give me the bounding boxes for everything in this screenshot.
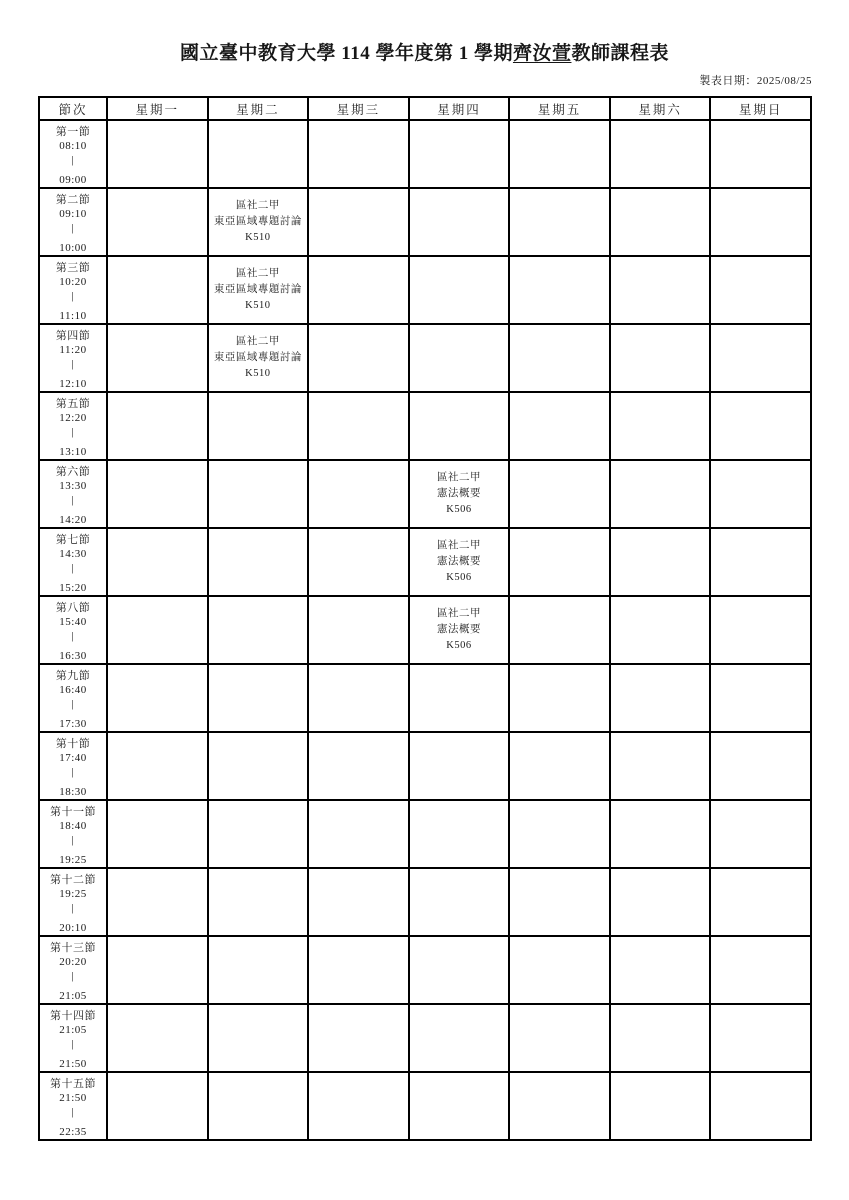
- timetable-row: [39, 460, 811, 528]
- timetable-cell: [409, 120, 510, 188]
- period-label: 第八節: [55, 602, 91, 614]
- timetable-cell: [409, 1072, 510, 1140]
- period-label: 第十三節: [50, 942, 96, 954]
- course-title: 東亞區域專題討論: [213, 352, 302, 363]
- timetable-cell: [710, 120, 811, 188]
- timetable-cell: [308, 188, 409, 256]
- timetable-cell: [509, 256, 610, 324]
- timetable-cell: [308, 256, 409, 324]
- header-day-6: 星期六: [610, 97, 711, 120]
- timetable-cell: [308, 1004, 409, 1072]
- period-cell: [39, 936, 107, 1004]
- timetable-cell: [107, 120, 208, 188]
- timetable-cell: [710, 1004, 811, 1072]
- header-day-5: 星期五: [509, 97, 610, 120]
- timetable-cell: [610, 256, 711, 324]
- course-entry: [410, 470, 509, 518]
- timetable-row: [39, 1004, 811, 1072]
- course-entry: [209, 334, 308, 382]
- timetable-cell: [710, 596, 811, 664]
- timetable-cell: [107, 256, 208, 324]
- time-separator: |: [71, 494, 75, 506]
- timetable-cell: [610, 1072, 711, 1140]
- course-room: K510: [245, 300, 271, 311]
- period-end-time: 14:20: [59, 514, 87, 526]
- period-end-time: 15:20: [59, 582, 87, 594]
- timetable-cell: [208, 188, 309, 256]
- timetable-cell: [610, 188, 711, 256]
- timetable-cell: [308, 800, 409, 868]
- timetable-cell: [308, 868, 409, 936]
- timetable-cell: [710, 936, 811, 1004]
- timetable-cell: [107, 596, 208, 664]
- timetable-cell: [710, 256, 811, 324]
- time-separator: |: [71, 1038, 75, 1050]
- timetable-cell: [509, 732, 610, 800]
- timetable-cell: [208, 800, 309, 868]
- period-cell: [39, 120, 107, 188]
- timetable-cell: [710, 528, 811, 596]
- timetable-row: [39, 528, 811, 596]
- timetable: [38, 96, 812, 1141]
- period-end-time: 16:30: [59, 650, 87, 662]
- period-cell: [39, 1004, 107, 1072]
- timetable-cell: [409, 1004, 510, 1072]
- timetable-cell: [409, 392, 510, 460]
- timetable-cell: [509, 188, 610, 256]
- header-day-1: 星期一: [107, 97, 208, 120]
- timetable-cell: [308, 732, 409, 800]
- timetable-cell: [409, 664, 510, 732]
- timetable-cell: [509, 324, 610, 392]
- timetable-cell: [610, 1004, 711, 1072]
- timetable-cell: [208, 324, 309, 392]
- period-label: 第十節: [55, 738, 91, 750]
- period-label: 第十四節: [50, 1010, 96, 1022]
- time-separator: |: [71, 970, 75, 982]
- course-class: 區社二甲: [235, 336, 280, 347]
- timetable-cell: [610, 120, 711, 188]
- time-separator: |: [71, 154, 75, 166]
- timetable-cell: [710, 868, 811, 936]
- course-class: 區社二甲: [436, 608, 481, 619]
- period-end-time: 19:25: [59, 854, 87, 866]
- period-label: 第三節: [55, 262, 91, 274]
- time-separator: |: [71, 426, 75, 438]
- period-label: 第十一節: [50, 806, 96, 818]
- period-end-time: 09:00: [59, 174, 87, 186]
- timetable-cell: [107, 732, 208, 800]
- course-room: K506: [446, 504, 472, 515]
- timetable-cell: [308, 392, 409, 460]
- timetable-row: [39, 256, 811, 324]
- timetable-row: [39, 392, 811, 460]
- title-suffix: 教師課程表: [571, 43, 669, 64]
- period-cell: [39, 596, 107, 664]
- period-label: 第十五節: [50, 1078, 96, 1090]
- timetable-cell: [107, 1072, 208, 1140]
- page-title: [0, 38, 849, 65]
- timetable-cell: [107, 936, 208, 1004]
- course-entry: [410, 606, 509, 654]
- course-title: 東亞區域專題討論: [213, 216, 302, 227]
- timetable-cell: [409, 596, 510, 664]
- timetable-cell: [710, 732, 811, 800]
- period-end-time: 21:05: [59, 990, 87, 1002]
- period-start-time: 21:05: [59, 1024, 87, 1036]
- timetable-cell: [107, 188, 208, 256]
- period-start-time: 12:20: [59, 412, 87, 424]
- time-separator: |: [71, 698, 75, 710]
- timetable-cell: [509, 392, 610, 460]
- timetable-cell: [107, 868, 208, 936]
- time-separator: |: [71, 902, 75, 914]
- timetable-cell: [610, 664, 711, 732]
- timetable-cell: [107, 460, 208, 528]
- period-label: 第二節: [55, 194, 91, 206]
- period-start-time: 18:40: [59, 820, 87, 832]
- period-end-time: 17:30: [59, 718, 87, 730]
- timetable-cell: [509, 120, 610, 188]
- timetable-cell: [208, 460, 309, 528]
- timetable-cell: [509, 1004, 610, 1072]
- timetable-header: [39, 97, 811, 120]
- period-cell: [39, 1072, 107, 1140]
- timetable-row: [39, 324, 811, 392]
- timetable-cell: [409, 256, 510, 324]
- course-title: 憲法概要: [436, 556, 481, 567]
- timetable-cell: [710, 324, 811, 392]
- period-start-time: 16:40: [59, 684, 87, 696]
- timetable-cell: [208, 1072, 309, 1140]
- timetable-cell: [509, 596, 610, 664]
- timetable-cell: [107, 324, 208, 392]
- period-label: 第一節: [55, 126, 91, 138]
- timetable-cell: [409, 528, 510, 596]
- timetable-cell: [710, 460, 811, 528]
- timetable-cell: [208, 120, 309, 188]
- period-label: 第六節: [55, 466, 91, 478]
- timetable-row: [39, 936, 811, 1004]
- timetable-cell: [208, 1004, 309, 1072]
- timetable-cell: [107, 800, 208, 868]
- timetable-cell: [409, 936, 510, 1004]
- timetable-row: [39, 732, 811, 800]
- period-cell: [39, 324, 107, 392]
- period-end-time: 20:10: [59, 922, 87, 934]
- period-end-time: 21:50: [59, 1058, 87, 1070]
- timetable-cell: [409, 460, 510, 528]
- period-cell: [39, 392, 107, 460]
- period-start-time: 17:40: [59, 752, 87, 764]
- time-separator: |: [71, 222, 75, 234]
- timetable-cell: [509, 800, 610, 868]
- period-start-time: 19:25: [59, 888, 87, 900]
- timetable-cell: [610, 596, 711, 664]
- timetable-cell: [509, 868, 610, 936]
- timetable-cell: [610, 800, 711, 868]
- timetable-cell: [710, 1072, 811, 1140]
- timetable-cell: [308, 1072, 409, 1140]
- title-teacher-name: 齊汝萱: [512, 43, 572, 64]
- timetable-cell: [710, 188, 811, 256]
- timetable-cell: [710, 664, 811, 732]
- time-separator: |: [71, 562, 75, 574]
- period-end-time: 11:10: [59, 310, 87, 322]
- timetable-cell: [208, 936, 309, 1004]
- course-room: K506: [446, 572, 472, 583]
- timetable-cell: [610, 324, 711, 392]
- period-end-time: 13:10: [59, 446, 87, 458]
- timetable-cell: [509, 460, 610, 528]
- timetable-body: [39, 120, 811, 1140]
- period-start-time: 15:40: [59, 616, 87, 628]
- time-separator: |: [71, 358, 75, 370]
- timetable-cell: [409, 188, 510, 256]
- header-period-column: 節次: [39, 97, 107, 120]
- header-day-4: 星期四: [409, 97, 510, 120]
- timetable-cell: [610, 460, 711, 528]
- timetable-cell: [509, 1072, 610, 1140]
- period-end-time: 22:35: [59, 1126, 87, 1138]
- course-title: 憲法概要: [436, 488, 481, 499]
- time-separator: |: [71, 766, 75, 778]
- period-start-time: 08:10: [59, 140, 87, 152]
- header-day-7: 星期日: [710, 97, 811, 120]
- timetable-row: [39, 1072, 811, 1140]
- period-label: 第九節: [55, 670, 91, 682]
- timetable-cell: [710, 800, 811, 868]
- timetable-row: [39, 596, 811, 664]
- timetable-cell: [107, 664, 208, 732]
- timetable-cell: [107, 1004, 208, 1072]
- timetable-cell: [509, 528, 610, 596]
- timetable-cell: [308, 596, 409, 664]
- period-label: 第十二節: [50, 874, 96, 886]
- period-label: 第七節: [55, 534, 91, 546]
- timetable-cell: [107, 528, 208, 596]
- timetable-cell: [208, 868, 309, 936]
- timetable-cell: [107, 392, 208, 460]
- timetable-row: [39, 120, 811, 188]
- timetable-row: [39, 800, 811, 868]
- timetable-row: [39, 664, 811, 732]
- period-cell: [39, 460, 107, 528]
- period-end-time: 18:30: [59, 786, 87, 798]
- period-start-time: 10:20: [59, 276, 87, 288]
- period-cell: [39, 800, 107, 868]
- timetable-cell: [208, 528, 309, 596]
- timetable-cell: [409, 868, 510, 936]
- period-cell: [39, 188, 107, 256]
- timetable-cell: [208, 256, 309, 324]
- time-separator: |: [71, 1106, 75, 1118]
- timetable-cell: [308, 664, 409, 732]
- timetable-header-row: [39, 97, 811, 120]
- course-room: K510: [245, 232, 271, 243]
- time-separator: |: [71, 834, 75, 846]
- timetable-cell: [509, 664, 610, 732]
- course-class: 區社二甲: [235, 268, 280, 279]
- course-entry: [209, 266, 308, 314]
- period-start-time: 11:20: [59, 344, 87, 356]
- period-label: 第五節: [55, 398, 91, 410]
- timetable-cell: [610, 868, 711, 936]
- period-start-time: 14:30: [59, 548, 87, 560]
- course-title: 憲法概要: [436, 624, 481, 635]
- period-cell: [39, 868, 107, 936]
- timetable-cell: [208, 596, 309, 664]
- course-room: K506: [446, 640, 472, 651]
- period-cell: [39, 664, 107, 732]
- timetable-cell: [610, 528, 711, 596]
- timetable-cell: [308, 120, 409, 188]
- period-end-time: 12:10: [59, 378, 87, 390]
- period-start-time: 20:20: [59, 956, 87, 968]
- timetable-cell: [409, 324, 510, 392]
- timetable-cell: [208, 732, 309, 800]
- course-class: 區社二甲: [436, 472, 481, 483]
- course-entry: [209, 198, 308, 246]
- header-day-3: 星期三: [308, 97, 409, 120]
- period-cell: [39, 256, 107, 324]
- course-class: 區社二甲: [235, 200, 280, 211]
- timetable-cell: [710, 392, 811, 460]
- report-date: 製表日期：2025/08/25: [699, 75, 812, 87]
- timetable-cell: [308, 528, 409, 596]
- timetable-cell: [610, 732, 711, 800]
- period-start-time: 09:10: [59, 208, 87, 220]
- course-title: 東亞區域專題討論: [213, 284, 302, 295]
- period-start-time: 21:50: [59, 1092, 87, 1104]
- timetable-row: [39, 188, 811, 256]
- timetable-cell: [409, 732, 510, 800]
- timetable-cell: [308, 936, 409, 1004]
- course-room: K510: [245, 368, 271, 379]
- timetable-row: [39, 868, 811, 936]
- header-day-2: 星期二: [208, 97, 309, 120]
- period-start-time: 13:30: [59, 480, 87, 492]
- timetable-cell: [308, 460, 409, 528]
- time-separator: |: [71, 630, 75, 642]
- period-label: 第四節: [55, 330, 91, 342]
- course-class: 區社二甲: [436, 540, 481, 551]
- period-cell: [39, 732, 107, 800]
- timetable-cell: [610, 936, 711, 1004]
- timetable-cell: [208, 664, 309, 732]
- period-cell: [39, 528, 107, 596]
- timetable-cell: [208, 392, 309, 460]
- title-prefix: 國立臺中教育大學 114 學年度第 1 學期: [180, 43, 513, 64]
- time-separator: |: [71, 290, 75, 302]
- timetable-cell: [610, 392, 711, 460]
- timetable-cell: [409, 800, 510, 868]
- course-entry: [410, 538, 509, 586]
- period-end-time: 10:00: [59, 242, 87, 254]
- timetable-cell: [509, 936, 610, 1004]
- timetable-cell: [308, 324, 409, 392]
